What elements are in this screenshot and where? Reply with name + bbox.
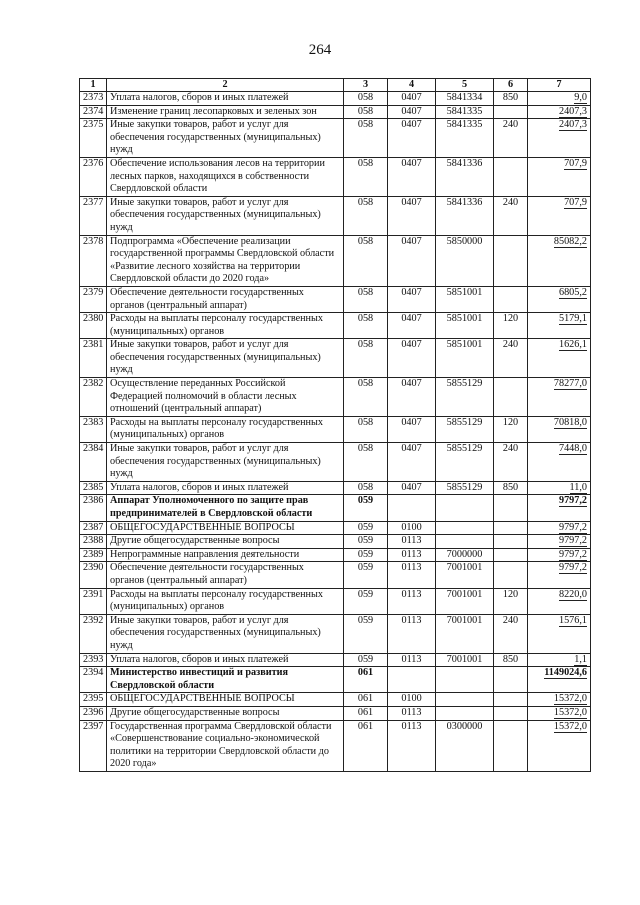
expense-type-code-cell [494, 706, 528, 720]
target-item-code-cell: 7000000 [436, 548, 494, 562]
item-name-cell: Иные закупки товаров, работ и услуг для обеспечения государственных (муниципальных) нужд [107, 196, 344, 235]
item-name-cell: Уплата налогов, сборов и иных платежей [107, 653, 344, 667]
item-name-cell: Подпрограмма «Обеспечение реализации государственной программы Свердловской области «Развитие лесного хозяйства на территории Свердловской области до 2020 года» [107, 235, 344, 286]
expense-type-code-cell: 850 [494, 92, 528, 106]
item-name-cell: Расходы на выплаты персоналу государственных (муниципальных) органов [107, 416, 344, 442]
section-code-cell: 0407 [388, 196, 436, 235]
expense-type-code-cell [494, 157, 528, 196]
table-row [80, 339, 591, 378]
target-item-code-cell [436, 521, 494, 535]
table-row [80, 196, 591, 235]
table-row [80, 235, 591, 286]
row-number-cell: 2378 [80, 235, 107, 286]
table-body [80, 92, 591, 772]
item-name-cell: Обеспечение деятельности государственных органов (центральный аппарат) [107, 562, 344, 588]
section-code-cell: 0407 [388, 443, 436, 482]
section-code-cell: 0407 [388, 339, 436, 378]
target-item-code-cell [436, 693, 494, 707]
expense-type-code-cell [494, 105, 528, 119]
row-number-cell: 2390 [80, 562, 107, 588]
amount-cell [528, 667, 591, 693]
amount-value: 707,9 [564, 157, 587, 169]
section-code-cell: 0407 [388, 157, 436, 196]
amount-cell [528, 614, 591, 653]
row-number-cell: 2377 [80, 196, 107, 235]
section-code-cell: 0407 [388, 119, 436, 158]
page-number: 264 [308, 42, 332, 58]
row-number-cell: 2374 [80, 105, 107, 119]
amount-value: 1626,1 [558, 339, 587, 351]
amount-value: 5179,1 [558, 313, 587, 325]
section-code-cell: 0407 [388, 286, 436, 312]
expense-type-code-cell: 240 [494, 119, 528, 158]
row-number-cell: 2373 [80, 92, 107, 106]
section-code-cell: 0113 [388, 562, 436, 588]
item-name-cell: Уплата налогов, сборов и иных платежей [107, 92, 344, 106]
amount-value: 9797,2 [558, 521, 587, 533]
item-name-cell: Другие общегосударственные вопросы [107, 706, 344, 720]
item-name-cell: Уплата налогов, сборов и иных платежей [107, 481, 344, 495]
item-name-cell: Иные закупки товаров, работ и услуг для обеспечения государственных (муниципальных) нужд [107, 119, 344, 158]
row-number-cell: 2397 [80, 720, 107, 771]
row-number-cell: 2389 [80, 548, 107, 562]
header-col-7: 7 [528, 79, 591, 92]
header-col-6: 6 [494, 79, 528, 92]
department-code-cell: 061 [344, 706, 388, 720]
section-code-cell: 0113 [388, 706, 436, 720]
department-code-cell: 058 [344, 286, 388, 312]
section-code-cell: 0407 [388, 481, 436, 495]
expense-type-code-cell: 120 [494, 588, 528, 614]
amount-cell [528, 653, 591, 667]
row-number-cell: 2382 [80, 378, 107, 417]
department-code-cell: 061 [344, 693, 388, 707]
section-code-cell: 0407 [388, 313, 436, 339]
target-item-code-cell: 5855129 [436, 378, 494, 417]
row-number-cell: 2376 [80, 157, 107, 196]
amount-cell [528, 119, 591, 158]
item-name-cell: Иные закупки товаров, работ и услуг для обеспечения государственных (муниципальных) нужд [107, 339, 344, 378]
expense-type-code-cell [494, 521, 528, 535]
expense-type-code-cell [494, 720, 528, 771]
department-code-cell: 059 [344, 653, 388, 667]
section-code-cell: 0100 [388, 693, 436, 707]
amount-cell [528, 720, 591, 771]
header-col-3: 3 [344, 79, 388, 92]
table-row [80, 693, 591, 707]
table-row [80, 313, 591, 339]
header-col-2: 2 [107, 79, 344, 92]
target-item-code-cell: 5851001 [436, 339, 494, 378]
department-code-cell: 058 [344, 481, 388, 495]
section-code-cell: 0113 [388, 614, 436, 653]
amount-value: 9797,2 [558, 495, 587, 507]
table-row [80, 535, 591, 549]
table-row [80, 653, 591, 667]
amount-value: 70818,0 [553, 416, 587, 428]
amount-value: 1149024,6 [544, 667, 587, 679]
amount-cell [528, 157, 591, 196]
department-code-cell: 058 [344, 119, 388, 158]
table-row [80, 667, 591, 693]
amount-cell [528, 481, 591, 495]
item-name-cell: Иные закупки товаров, работ и услуг для обеспечения государственных (муниципальных) нужд [107, 614, 344, 653]
target-item-code-cell: 5841335 [436, 105, 494, 119]
amount-cell [528, 339, 591, 378]
item-name-cell: Министерство инвестиций и развития Свердловской области [107, 667, 344, 693]
expense-type-code-cell: 120 [494, 416, 528, 442]
item-name-cell: Изменение границ лесопарковых и зеленых зон [107, 105, 344, 119]
expense-type-code-cell [494, 495, 528, 521]
amount-value: 78277,0 [553, 378, 587, 390]
department-code-cell: 059 [344, 614, 388, 653]
target-item-code-cell: 5841336 [436, 196, 494, 235]
target-item-code-cell: 5851001 [436, 313, 494, 339]
section-code-cell: 0100 [388, 521, 436, 535]
department-code-cell: 058 [344, 443, 388, 482]
target-item-code-cell: 5841336 [436, 157, 494, 196]
amount-value: 7448,0 [558, 443, 587, 455]
row-number-cell: 2375 [80, 119, 107, 158]
target-item-code-cell: 7001001 [436, 653, 494, 667]
header-row [80, 79, 591, 92]
row-number-cell: 2395 [80, 693, 107, 707]
amount-cell [528, 706, 591, 720]
row-number-cell: 2396 [80, 706, 107, 720]
section-code-cell: 0407 [388, 378, 436, 417]
department-code-cell: 059 [344, 495, 388, 521]
item-name-cell: Обеспечение деятельности государственных органов (центральный аппарат) [107, 286, 344, 312]
budget-table [79, 78, 591, 772]
item-name-cell: ОБЩЕГОСУДАРСТВЕННЫЕ ВОПРОСЫ [107, 521, 344, 535]
expense-type-code-cell: 120 [494, 313, 528, 339]
amount-value: 1576,1 [558, 614, 587, 626]
table-row [80, 378, 591, 417]
department-code-cell: 058 [344, 339, 388, 378]
expense-type-code-cell: 850 [494, 653, 528, 667]
target-item-code-cell: 7001001 [436, 614, 494, 653]
amount-value: 11,0 [569, 481, 587, 493]
item-name-cell: Расходы на выплаты персоналу государственных (муниципальных) органов [107, 313, 344, 339]
amount-value: 9,0 [574, 92, 587, 103]
header-col-1: 1 [80, 79, 107, 92]
department-code-cell: 058 [344, 378, 388, 417]
table-row [80, 481, 591, 495]
row-number-cell: 2384 [80, 443, 107, 482]
section-code-cell [388, 495, 436, 521]
expense-type-code-cell: 240 [494, 339, 528, 378]
expense-type-code-cell [494, 535, 528, 549]
amount-cell [528, 443, 591, 482]
table-row [80, 562, 591, 588]
department-code-cell: 058 [344, 105, 388, 119]
row-number-cell: 2388 [80, 535, 107, 549]
row-number-cell: 2394 [80, 667, 107, 693]
amount-cell [528, 535, 591, 549]
section-code-cell: 0113 [388, 548, 436, 562]
amount-value: 15372,0 [553, 693, 587, 705]
row-number-cell: 2386 [80, 495, 107, 521]
amount-cell [528, 92, 591, 106]
department-code-cell: 058 [344, 92, 388, 106]
table-row [80, 495, 591, 521]
expense-type-code-cell [494, 667, 528, 693]
target-item-code-cell [436, 495, 494, 521]
department-code-cell: 059 [344, 562, 388, 588]
department-code-cell: 058 [344, 313, 388, 339]
department-code-cell: 058 [344, 416, 388, 442]
amount-value: 85082,2 [553, 235, 587, 247]
department-code-cell: 059 [344, 588, 388, 614]
target-item-code-cell: 0300000 [436, 720, 494, 771]
section-code-cell [388, 667, 436, 693]
target-item-code-cell [436, 667, 494, 693]
amount-cell [528, 588, 591, 614]
target-item-code-cell: 5850000 [436, 235, 494, 286]
amount-value: 2407,3 [558, 119, 587, 131]
department-code-cell: 058 [344, 157, 388, 196]
section-code-cell: 0407 [388, 416, 436, 442]
expense-type-code-cell [494, 548, 528, 562]
expense-type-code-cell: 240 [494, 196, 528, 235]
department-code-cell: 058 [344, 196, 388, 235]
table-row [80, 416, 591, 442]
section-code-cell: 0407 [388, 105, 436, 119]
target-item-code-cell: 5855129 [436, 481, 494, 495]
target-item-code-cell: 5851001 [436, 286, 494, 312]
department-code-cell: 058 [344, 235, 388, 286]
amount-cell [528, 416, 591, 442]
expense-type-code-cell [494, 378, 528, 417]
amount-value: 9797,2 [558, 562, 587, 574]
amount-value: 2407,3 [558, 105, 587, 117]
target-item-code-cell: 5855129 [436, 443, 494, 482]
table-row [80, 443, 591, 482]
amount-cell [528, 562, 591, 588]
row-number-cell: 2387 [80, 521, 107, 535]
department-code-cell: 059 [344, 548, 388, 562]
amount-value: 9797,2 [558, 535, 587, 547]
row-number-cell: 2381 [80, 339, 107, 378]
amount-cell [528, 495, 591, 521]
section-code-cell: 0407 [388, 92, 436, 106]
table-row [80, 706, 591, 720]
item-name-cell: Иные закупки товаров, работ и услуг для обеспечения государственных (муниципальных) нужд [107, 443, 344, 482]
department-code-cell: 061 [344, 667, 388, 693]
department-code-cell: 059 [344, 521, 388, 535]
row-number-cell: 2392 [80, 614, 107, 653]
expense-type-code-cell [494, 235, 528, 286]
amount-cell [528, 521, 591, 535]
expense-type-code-cell: 240 [494, 443, 528, 482]
expense-type-code-cell [494, 562, 528, 588]
table-row [80, 548, 591, 562]
department-code-cell: 061 [344, 720, 388, 771]
table-row [80, 521, 591, 535]
row-number-cell: 2385 [80, 481, 107, 495]
amount-cell [528, 548, 591, 562]
section-code-cell: 0113 [388, 653, 436, 667]
table-row [80, 614, 591, 653]
amount-cell [528, 196, 591, 235]
table-row [80, 92, 591, 106]
header-col-4: 4 [388, 79, 436, 92]
expense-type-code-cell: 240 [494, 614, 528, 653]
expense-type-code-cell [494, 286, 528, 312]
amount-cell [528, 693, 591, 707]
amount-cell [528, 378, 591, 417]
amount-cell [528, 235, 591, 286]
row-number-cell: 2379 [80, 286, 107, 312]
amount-value: 15372,0 [553, 720, 587, 732]
amount-cell [528, 105, 591, 119]
table-row [80, 157, 591, 196]
amount-value: 6805,2 [558, 286, 587, 298]
item-name-cell: Государственная программа Свердловской области «Совершенствование социально-экономической политики на территории Свердловской области до 2020 года» [107, 720, 344, 771]
target-item-code-cell: 5841335 [436, 119, 494, 158]
table-row [80, 588, 591, 614]
item-name-cell: Непрограммные направления деятельности [107, 548, 344, 562]
section-code-cell: 0113 [388, 588, 436, 614]
item-name-cell: Расходы на выплаты персоналу государственных (муниципальных) органов [107, 588, 344, 614]
row-number-cell: 2391 [80, 588, 107, 614]
amount-value: 15372,0 [553, 706, 587, 718]
table-row [80, 119, 591, 158]
row-number-cell: 2393 [80, 653, 107, 667]
table-row [80, 105, 591, 119]
amount-value: 8220,0 [558, 588, 587, 600]
amount-value: 707,9 [564, 196, 587, 208]
amount-cell [528, 313, 591, 339]
item-name-cell: Обеспечение использования лесов на территории лесных парков, находящихся в собственности Свердловской области [107, 157, 344, 196]
target-item-code-cell: 5841334 [436, 92, 494, 106]
row-number-cell: 2383 [80, 416, 107, 442]
amount-value: 1,1 [574, 653, 587, 665]
expense-type-code-cell: 850 [494, 481, 528, 495]
amount-cell [528, 286, 591, 312]
expense-type-code-cell [494, 693, 528, 707]
target-item-code-cell: 7001001 [436, 562, 494, 588]
row-number-cell: 2380 [80, 313, 107, 339]
target-item-code-cell: 7001001 [436, 588, 494, 614]
item-name-cell: Аппарат Уполномоченного по защите прав предпринимателей в Свердловской области [107, 495, 344, 521]
table-row [80, 720, 591, 771]
item-name-cell: Осуществление переданных Российской Федерацией полномочий в области лесных отношений (центральный аппарат) [107, 378, 344, 417]
target-item-code-cell [436, 535, 494, 549]
header-col-5: 5 [436, 79, 494, 92]
section-code-cell: 0407 [388, 235, 436, 286]
amount-value: 9797,2 [558, 548, 587, 560]
section-code-cell: 0113 [388, 720, 436, 771]
target-item-code-cell: 5855129 [436, 416, 494, 442]
item-name-cell: Другие общегосударственные вопросы [107, 535, 344, 549]
item-name-cell: ОБЩЕГОСУДАРСТВЕННЫЕ ВОПРОСЫ [107, 693, 344, 707]
department-code-cell: 059 [344, 535, 388, 549]
table-row [80, 286, 591, 312]
section-code-cell: 0113 [388, 535, 436, 549]
target-item-code-cell [436, 706, 494, 720]
